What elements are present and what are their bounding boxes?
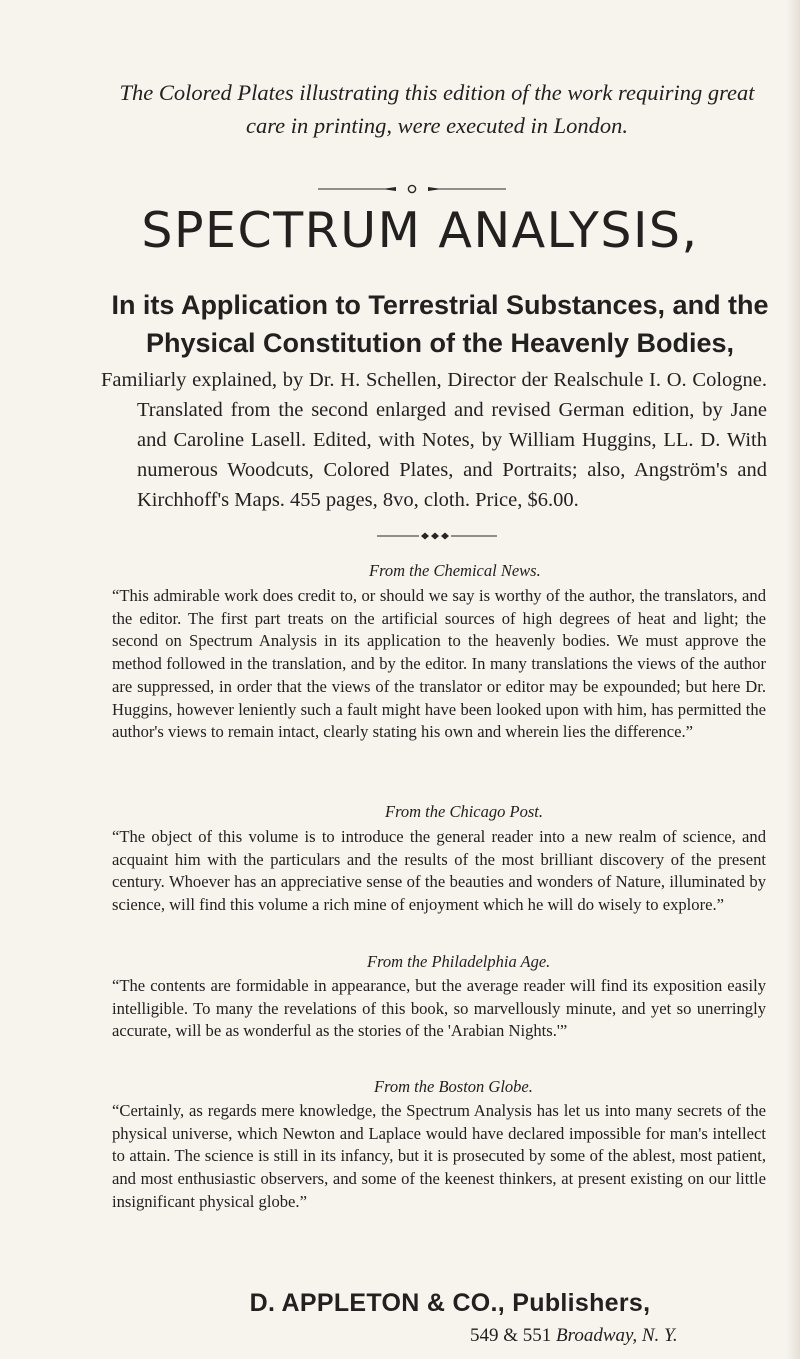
review-text-chicago-post: “ The object of this volume is to introduce the general reader into a new realm of science, and acquaint him with the particulars and the results of the most brilliant discovery of the present century. Whoever has an appreciative sense of the beauties and wonders of Nature, illuminated by science, will find this volume a rich mine of enjoyment which he will do wisely to explore. ”	[112, 826, 766, 917]
book-description: Familiarly explained, by Dr. H. Schellen, Director der Realschule I. O. Cologne. Translated from the second enlarged and revised German edition, by Jane and Caroline Lasell. Edited, with Notes, by William Huggins, LL. D. With numerous Woodcuts, Colored Plates, and Portraits; also, Angström's and Kirchhoff's Maps. 455 pages, 8vo, cloth. Price, $6.00.	[101, 369, 767, 511]
divider-diamonds-icon	[377, 531, 497, 541]
review-source-boston-globe: From the Boston Globe.	[374, 1077, 533, 1096]
ornament-rule-icon	[318, 184, 506, 194]
printing-notice: The Colored Plates illustrating this edition of the work requiring great care in printing, were executed in London.	[119, 80, 755, 138]
review-text-philadelphia-age: “ The contents are formidable in appearance, but the average reader will find its exposition easily intelligible. To many the revelations of this book, so marvellously minute, and yet so unerringly accurate, will be as wonderful as the stories of the 'Arabian Nights.' ”	[112, 975, 766, 1043]
address-street: Broadway, N. Y.	[556, 1325, 678, 1346]
address-numbers: 549 & 551	[470, 1325, 552, 1346]
book-subtitle: In its Application to Terrestrial Substances, and the Physical Constitution of the Heavenly Bodies,	[111, 290, 769, 358]
review-source-chemical-news: From the Chemical News.	[369, 561, 541, 580]
review-source-philadelphia-age: From the Philadelphia Age.	[367, 952, 551, 971]
review-text-chemical-news: “ This admirable work does credit to, or should we say is worthy of the author, the translators, and the editor. The first part treats on the artificial sources of high degrees of heat and light; the second on Spectrum Analysis in its application to the heavenly bodies. We must approve the method followed in the translation, and by the editor. In many translations the views of the author are suppressed, in order that the views of the translator or editor may be expounded; but here Dr. Huggins, however leniently such a fault might have been looked upon with him, has permitted the author's views to remain intact, clearly stating his own and wherein lies the difference. ”	[112, 585, 766, 744]
book-title: SPECTRUM ANALYSIS,	[141, 202, 699, 259]
publisher-address	[470, 1324, 678, 1348]
review-source-chicago-post: From the Chicago Post.	[385, 802, 543, 821]
publisher-name: D. APPLETON & CO., Publishers,	[249, 1289, 651, 1317]
review-text-boston-globe: “ Certainly, as regards mere knowledge, the Spectrum Analysis has let us into many secrets of the physical universe, which Newton and Laplace would have declared impossible for man's intellect to attain. The science is still in its infancy, but it is prosecuted by some of the ablest, most patient, and most enthusiastic observers, and some of the keenest thinkers, at present existing on our little insignificant physical globe. ”	[112, 1100, 766, 1214]
